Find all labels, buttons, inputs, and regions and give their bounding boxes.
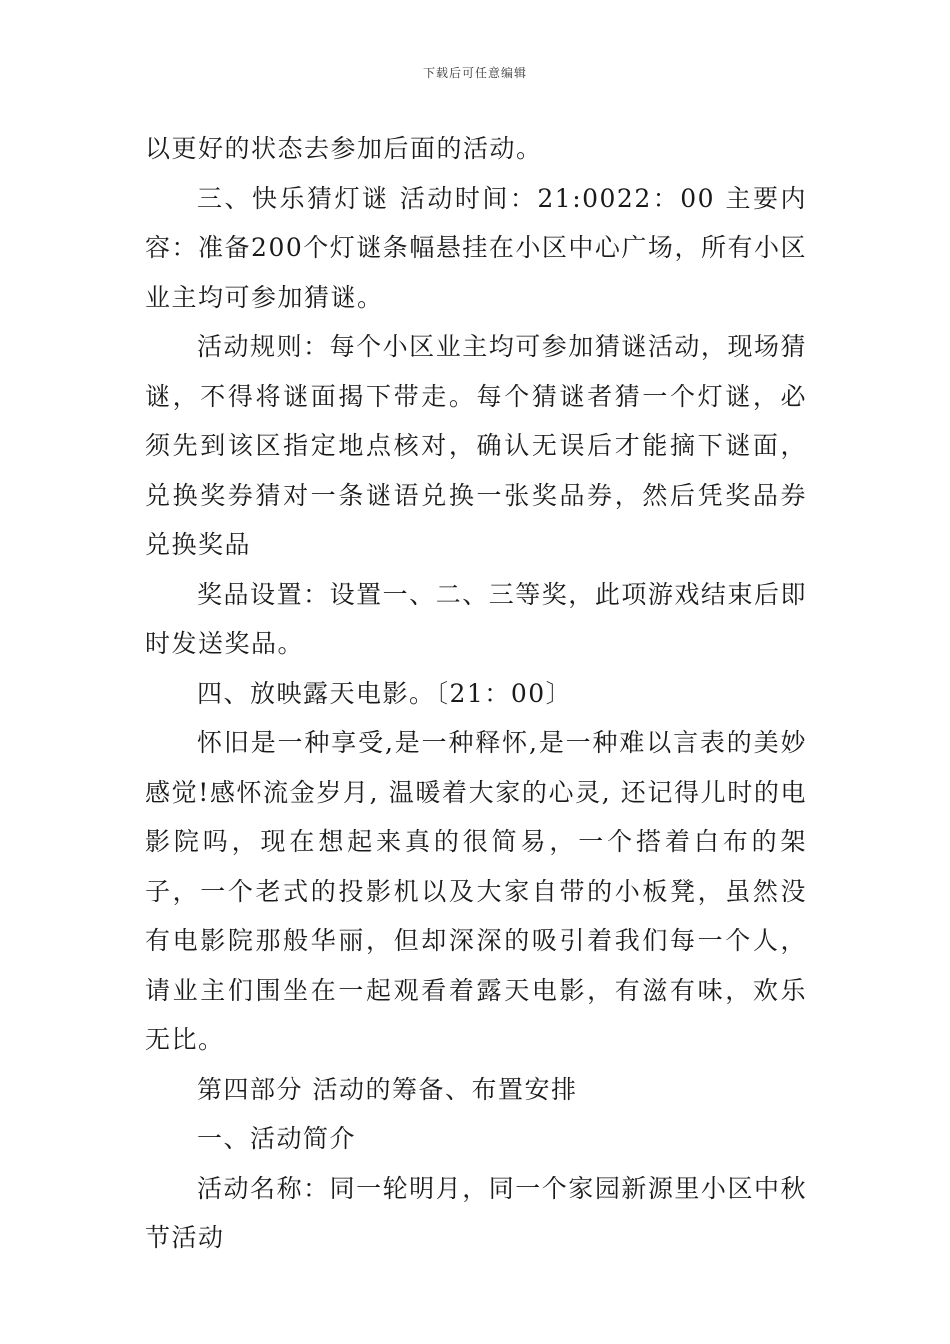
paragraph-prize-settings: 奖品设置：设置一、二、三等奖，此项游戏结束后即时发送奖品。: [145, 579, 807, 658]
section-heading-activity-intro: 一、活动简介: [197, 1124, 357, 1153]
header-note: 下载后可任意编辑: [422, 66, 527, 80]
paragraph-lantern-riddles: 三、快乐猜灯谜 活动时间：21:0022：00 主要内容：准备200个灯谜条幅悬挂在小区中心广场，所有小区业主均可参加猜谜。: [145, 183, 807, 312]
paragraph-nostalgia: 怀旧是一种享受,是一种释怀,是一种难以言表的美妙感觉!感怀流金岁月, 温暖着大家的心灵, 还记得儿时的电影院吗，现在想起来真的很简易，一个搭着白布的架子，一个老式的投影机以及大家自带的小板凳，虽然没有电影院那般华丽，但却深深的吸引着我们每一个人，请业主们围坐在一起观看着露天电影，有滋有味，欢乐无比。: [145, 728, 807, 1054]
paragraph-activity-rules: 活动规则：每个小区业主均可参加猜谜活动，现场猜谜，不得将谜面揭下带走。每个猜谜者猜一个灯谜，必须先到该区指定地点核对，确认无误后才能摘下谜面，兑换奖券猜对一条谜语兑换一张奖品券，然后凭奖品券兑换奖品: [145, 332, 807, 559]
document-body: [145, 124, 807, 1263]
paragraph-outdoor-movie-heading: 四、放映露天电影。〔21：00〕: [197, 678, 573, 708]
paragraph-continuation: 以更好的状态去参加后面的活动。: [145, 134, 543, 163]
paragraph-activity-name: 活动名称：同一轮明月，同一个家园新源里小区中秋节活动: [145, 1173, 807, 1252]
section-heading-part-four: 第四部分 活动的筹备、布置安排: [197, 1074, 578, 1104]
